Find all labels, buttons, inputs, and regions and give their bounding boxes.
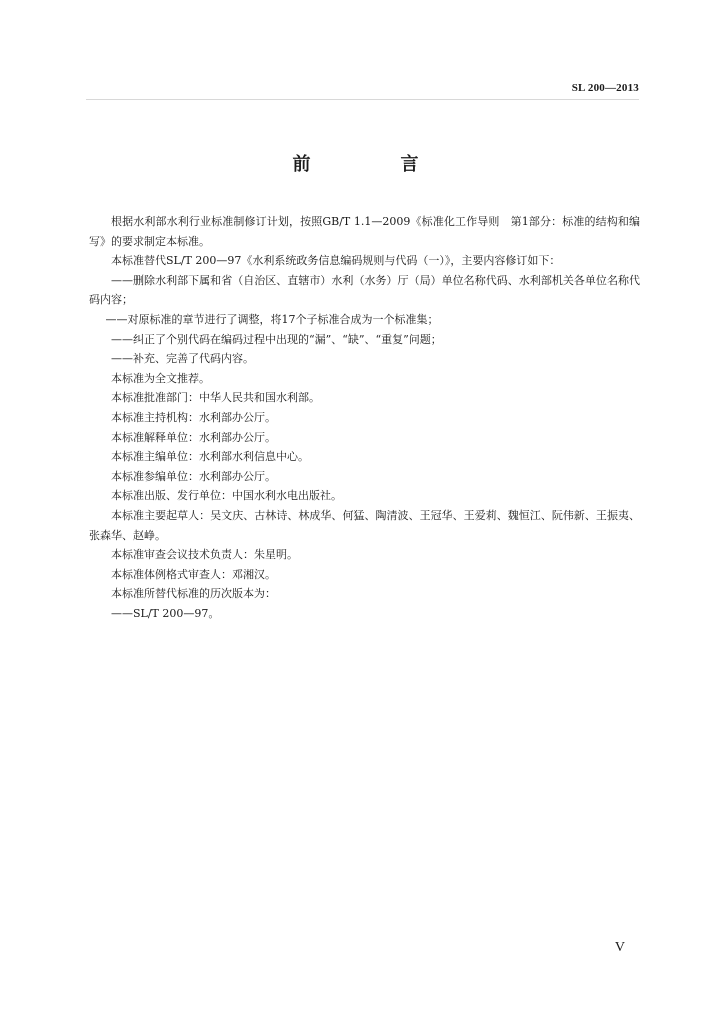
paragraph-interpret-unit: 本标准解释单位：水利部办公厅。 [111,430,276,444]
standard-code: SL 200—2013 [571,82,639,94]
paragraph-host-org: 本标准主持机构：水利部办公厅。 [111,410,276,424]
header-rule [86,99,639,100]
paragraph-format-reviewer: 本标准体例格式审查人：邓湘汉。 [111,567,276,581]
paragraph-previous-versions: 本标准所替代标准的历次版本为： [111,587,276,601]
list-item: ——对原标准的章节进行了调整，将17个子标准合成为一个标准集； [105,312,439,326]
page-title: 前 言 [292,154,455,175]
paragraph-co-editor: 本标准参编单位：水利部办公厅。 [111,469,276,483]
list-item: ——补充、完善了代码内容。 [111,352,254,366]
paragraph-1: 根据水利部水利行业标准制修订计划，按照GB/T 1.1—2009《标准化工作导则 第1部分：标准的结构和编写》的要求制定本标准。 [89,215,640,248]
paragraph-tech-lead: 本标准审查会议技术负责人：朱星明。 [111,548,298,562]
paragraph-drafters: 本标准主要起草人：吴文庆、古林诗、林成华、何猛、陶清波、王冠华、王爱莉、魏恒江、阮伟新、王振夷、张森华、赵峥。 [89,508,640,542]
paragraph-chief-editor: 本标准主编单位：水利部水利信息中心。 [111,450,309,464]
page-number: V [614,940,625,955]
paragraph-publisher: 本标准出版、发行单位：中国水利水电出版社。 [111,489,342,503]
paragraph-recommendation: 本标准为全文推荐。 [111,371,210,385]
paragraph-2: 本标准替代SL/T 200—97《水利系统政务信息编码规则与代码（一）》，主要内容修订如下： [111,254,561,268]
foreword-body [89,212,640,623]
paragraph-approval-dept: 本标准批准部门：中华人民共和国水利部。 [111,391,320,405]
list-item: ——纠正了个别代码在编码过程中出现的“漏”、“缺”、“重复”问题； [111,332,442,346]
list-item: ——SL/T 200—97。 [111,606,220,620]
list-item: ——删除水利部下属和省（自治区、直辖市）水利（水务）厅（局）单位名称代码、水利部机关各单位名称代码内容； [89,273,640,307]
